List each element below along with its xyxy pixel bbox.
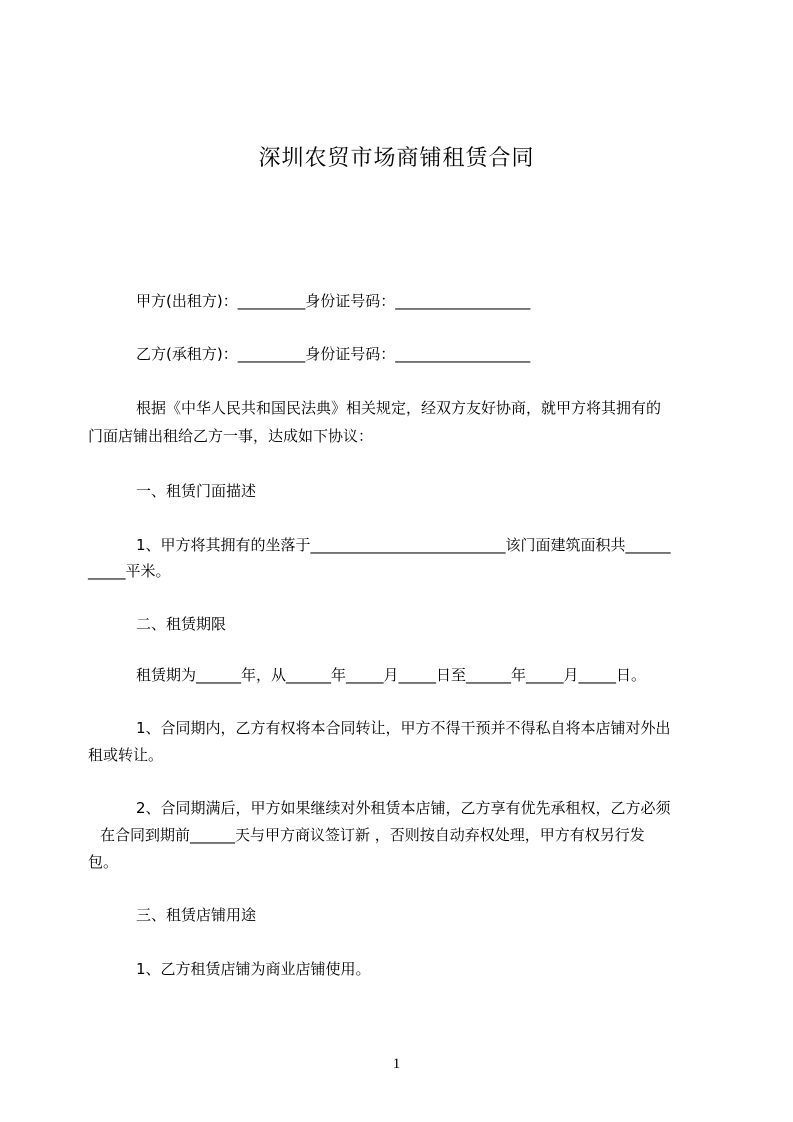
section-2-item-2-line-1: 2、合同期满后，甲方如果继续对外租赁本店铺，乙方享有优先承租权，乙方必须 bbox=[136, 799, 671, 817]
section-2-item-2-line-3: 包。 bbox=[88, 853, 119, 871]
party-a-line: 甲方(出租方)：_________身份证号码：__________________ bbox=[136, 292, 531, 310]
section-2-item-1-line-1: 1、合同期内，乙方有权将本合同转让，甲方不得干预并不得私自将本店铺对外出 bbox=[136, 719, 671, 737]
lease-term-line: 租赁期为______年，从______年_____月_____日至______年_____月_____日。 bbox=[136, 666, 647, 684]
document-title: 深圳农贸市场商铺租赁合同 bbox=[258, 146, 535, 171]
intro-line-1: 根据《中华人民共和国民法典》相关规定，经双方友好协商，就甲方将其拥有的 bbox=[136, 399, 662, 417]
section-3-item-1: 1、乙方租赁店铺为商业店铺使用。 bbox=[136, 960, 371, 978]
intro-line-2: 门面店铺出租给乙方一事，达成如下协议： bbox=[88, 427, 374, 445]
section-2-item-1-line-2: 租或转让。 bbox=[88, 746, 164, 764]
section-1-item-1-line-2: _____平米。 bbox=[88, 562, 171, 580]
section-1-item-1-line-1: 1、甲方将其拥有的坐落于__________________________该门面建筑面积共______ bbox=[136, 536, 671, 554]
section-2-heading: 二、租赁期限 bbox=[136, 615, 227, 633]
section-1-heading: 一、租赁门面描述 bbox=[136, 482, 257, 500]
section-3-heading: 三、租赁店铺用途 bbox=[136, 906, 257, 924]
party-b-line: 乙方(承租方)：_________身份证号码：__________________ bbox=[136, 345, 531, 363]
section-2-item-2-line-2: 在合同到期前______天与甲方商议签订新 ，否则按自动弃权处理，甲方有权另行发 bbox=[100, 826, 645, 844]
page-number: 1 bbox=[392, 1056, 401, 1072]
